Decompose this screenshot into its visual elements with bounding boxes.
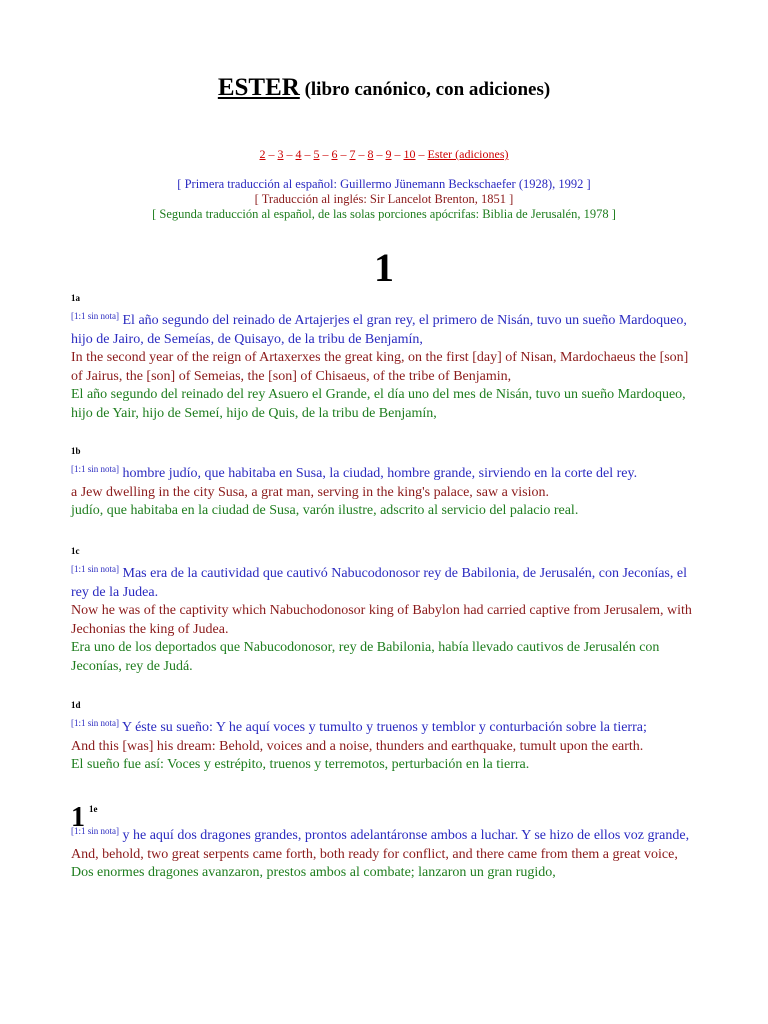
nav-link-5[interactable]: 5 (313, 147, 320, 161)
nav-link-ester-adiciones[interactable]: Ester (adiciones) (427, 147, 509, 161)
note-reference[interactable]: [1:1 sin nota] (71, 564, 119, 574)
note-reference[interactable]: [1:1 sin nota] (71, 464, 119, 474)
nav-separator: – (415, 147, 428, 161)
verse-text (71, 822, 701, 883)
verse-number: 1 (71, 802, 85, 833)
verse-spanish-2: El año segundo del reinado del rey Asuero el Grande, el día uno del mes de Nisán, tuvo un sueño Mardoqueo, hijo de Yair, hijo de Semeí, hijo de Quis, de la tribu de Benjamín, (71, 387, 686, 421)
verse-english: In the second year of the reign of Artaxerxes the great king, on the first [day] of Nisan, Mardochaeus the [son] of Jairus, the [son] of Semeias, the [son] of Chisaeus, of the tribe of Benjamin, (71, 350, 689, 384)
nav-link-8[interactable]: 8 (367, 147, 374, 161)
nav-link-9[interactable]: 9 (385, 147, 392, 161)
verse-text (71, 460, 701, 521)
nav-separator: – (391, 147, 404, 161)
verse-block (71, 700, 701, 775)
verse-english: And, behold, two great serpents came forth, both ready for conflict, and there came from them a great voice, (71, 846, 678, 862)
nav-link-4[interactable]: 4 (295, 147, 302, 161)
verse-english: And this [was] his dream: Behold, voices and a noise, thunders and earthquake, tumult upon the earth. (71, 738, 644, 754)
verse-spanish-2: Dos enormes dragones avanzaron, prestos ambos al combate; lanzaron un gran rugido, (71, 865, 556, 880)
verse-spanish-2: judío, que habitaba en la ciudad de Susa, varón ilustre, adscrito al servicio del palacio real. (71, 503, 579, 518)
verse-label: 1d (71, 700, 81, 710)
nav-separator: – (355, 147, 368, 161)
verse-text (71, 560, 701, 676)
nav-separator: – (283, 147, 296, 161)
nav-separator: – (373, 147, 386, 161)
verse-label: 1e (89, 804, 98, 814)
verse-spanish-2: Era uno de los deportados que Nabucodonosor, rey de Babilonia, había llevado cautivos de Jerusalén con Jeconías, rey de Judá. (71, 640, 660, 674)
nav-link-7[interactable]: 7 (349, 147, 356, 161)
verse-spanish-1: hombre judío, que habitaba en Susa, la ciudad, hombre grande, sirviendo en la corte del rey. (119, 466, 638, 481)
verse-block (71, 293, 701, 423)
page-title (0, 74, 768, 102)
book-subtitle: (libro canónico, con adiciones) (299, 79, 551, 100)
book-title: ESTER (217, 74, 300, 101)
note-reference[interactable]: [1:1 sin nota] (71, 826, 119, 836)
verse-label: 1a (71, 293, 80, 303)
verse-spanish-1: Mas era de la cautividad que cautivó Nabucodonosor rey de Babilonia, de Jerusalén, con Jeconías, el rey de la Judea. (71, 566, 687, 600)
verse-label: 1b (71, 446, 81, 456)
verse-label: 1c (71, 546, 80, 556)
nav-separator: – (265, 147, 278, 161)
verse-block (71, 546, 701, 676)
verse-spanish-2: El sueño fue así: Voces y estrépito, truenos y terremotos, perturbación en la tierra. (71, 757, 530, 772)
credit-english: [ Traducción al inglés: Sir Lancelot Brenton, 1851 ] (254, 192, 514, 206)
translation-credits (0, 177, 768, 222)
note-reference[interactable]: [1:1 sin nota] (71, 718, 119, 728)
chapter-number: 1 (374, 245, 394, 290)
verse-spanish-1: y he aquí dos dragones grandes, prontos adelantáronse ambos a luchar. Y se hizo de ellos voz grande, (119, 828, 690, 843)
verse-block (71, 796, 701, 883)
nav-link-10[interactable]: 10 (403, 147, 416, 161)
verse-spanish-1: El año segundo del reinado de Artajerjes el gran rey, el primero de Nisán, tuvo un sueño Mardoqueo, hijo de Jairo, de Semeías, de Quisayo, de la tribu de Benjamín, (71, 313, 687, 347)
note-reference[interactable]: [1:1 sin nota] (71, 311, 119, 321)
nav-separator: – (319, 147, 332, 161)
verse-english: Now he was of the captivity which Nabuchodonosor king of Babylon had carried captive from Jerusalem, with Jechonias the king of Judea. (71, 603, 692, 637)
verse-block (71, 446, 701, 521)
credit-spanish-second: [ Segunda traducción al español, de las solas porciones apócrifas: Biblia de Jerusalén, 1978 ] (152, 207, 616, 221)
chapter-nav (0, 147, 768, 162)
credit-spanish-first: [ Primera traducción al español: Guillermo Jünemann Beckschaefer (1928), 1992 ] (177, 177, 591, 191)
nav-separator: – (337, 147, 350, 161)
verse-text (71, 714, 701, 775)
nav-link-2[interactable]: 2 (259, 147, 266, 161)
verse-spanish-1: Y éste su sueño: Y he aquí voces y tumulto y truenos y temblor y conturbación sobre la tierra; (119, 720, 647, 735)
nav-link-6[interactable]: 6 (331, 147, 338, 161)
nav-separator: – (301, 147, 314, 161)
verse-text (71, 307, 701, 423)
verse-english: a Jew dwelling in the city Susa, a grat man, serving in the king's palace, saw a vision. (71, 484, 550, 500)
nav-link-3[interactable]: 3 (277, 147, 284, 161)
